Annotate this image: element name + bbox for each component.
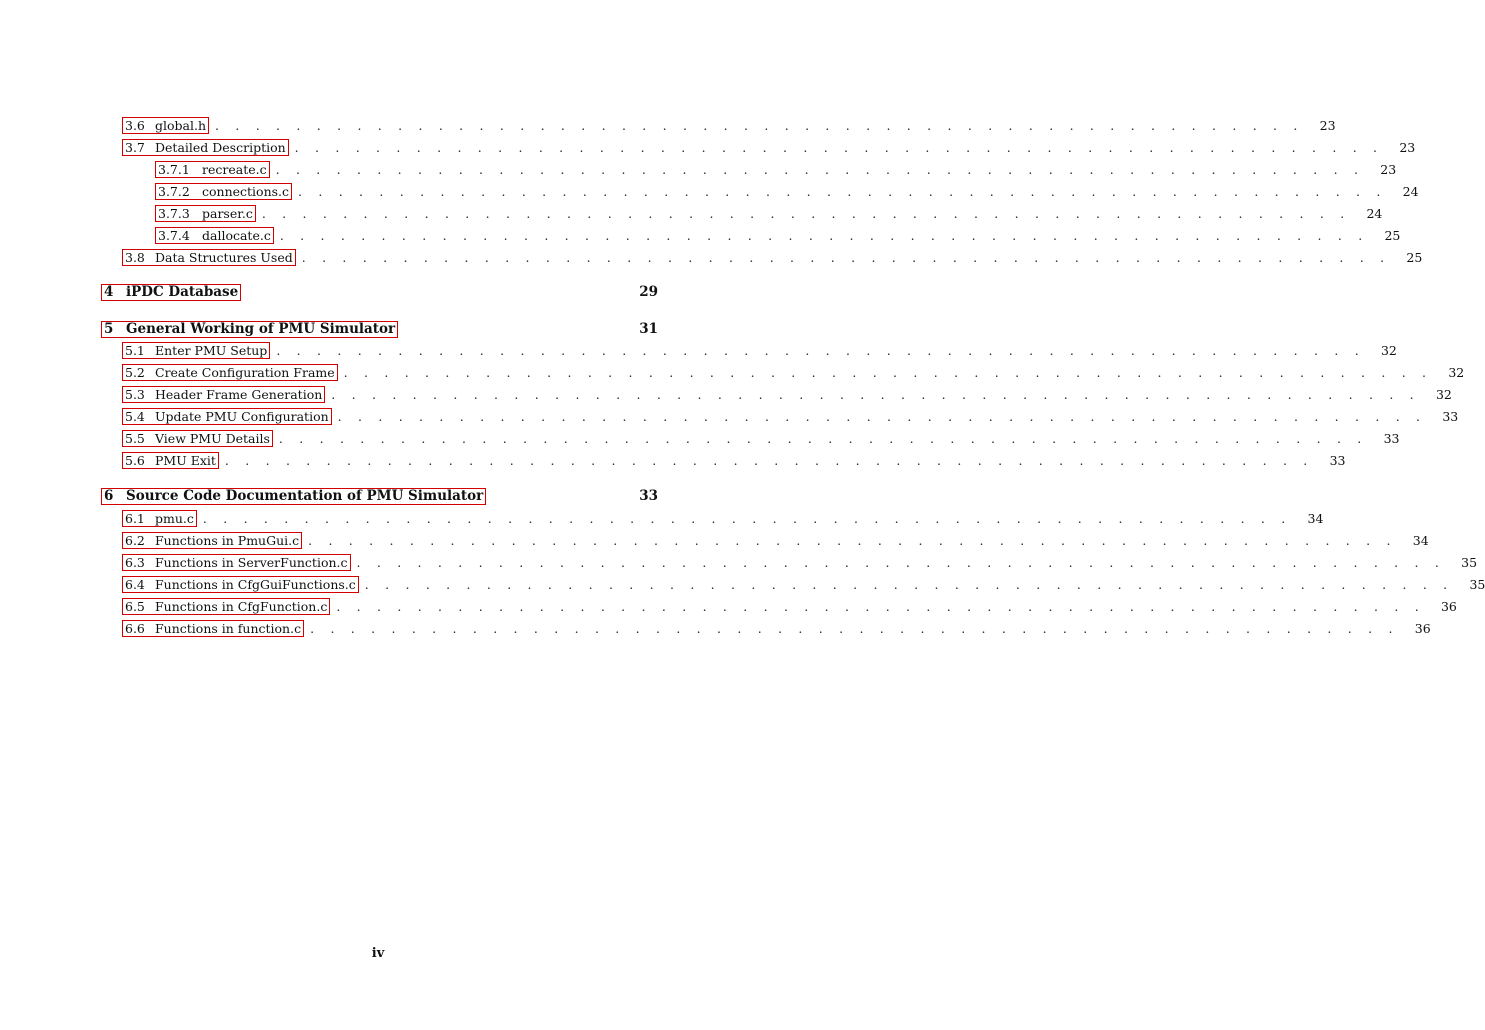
toc-entry[interactable] <box>155 180 1419 202</box>
toc-entry-title: PMU Exit <box>155 452 216 468</box>
toc-entry[interactable] <box>122 595 1457 617</box>
toc-link[interactable] <box>122 408 332 425</box>
toc-entry-number: 6.3 <box>125 554 145 570</box>
toc-entry-title: dallocate.c <box>202 227 271 243</box>
toc-entry-page: 33 <box>1442 408 1459 424</box>
toc-link[interactable] <box>122 430 273 447</box>
toc-entry[interactable] <box>122 405 1459 427</box>
toc-link[interactable] <box>122 249 296 266</box>
toc-link[interactable] <box>122 554 351 571</box>
toc-entry[interactable] <box>155 202 1383 224</box>
toc-chapter[interactable] <box>101 485 658 507</box>
toc-entry-title: General Working of PMU Simulator <box>126 320 396 337</box>
toc-link[interactable] <box>122 342 270 359</box>
toc-entry[interactable] <box>122 427 1400 449</box>
toc-entry-page: 32 <box>1448 364 1465 380</box>
toc-entry[interactable] <box>122 573 1485 595</box>
toc-link[interactable] <box>122 117 209 134</box>
toc-entry-number: 6.2 <box>125 532 145 548</box>
dot-leader: . . . . . . . . . . . . . . . . . . . . . . . . . . . . . . . . . . . . . . . . . . . . . . . . . . . . . . <box>336 598 1425 614</box>
toc-entry-page: 25 <box>1384 227 1401 243</box>
toc-entry-number: 6.5 <box>125 598 145 614</box>
toc-entry-page: 23 <box>1319 117 1336 133</box>
toc-entry[interactable] <box>122 361 1465 383</box>
toc-link[interactable] <box>101 488 486 505</box>
toc-entry-page: 29 <box>639 284 658 300</box>
toc-entry-title: Header Frame Generation <box>155 386 323 402</box>
dot-leader: . . . . . . . . . . . . . . . . . . . . . . . . . . . . . . . . . . . . . . . . . . . . . . . . . . . . . . <box>279 227 1369 243</box>
toc-link[interactable] <box>122 386 325 403</box>
dot-leader: . . . . . . . . . . . . . . . . . . . . . . . . . . . . . . . . . . . . . . . . . . . . . . . . . . . . . . <box>276 342 1365 358</box>
toc-entry-page: 31 <box>639 321 658 337</box>
toc-link[interactable] <box>155 205 256 222</box>
toc-link[interactable] <box>122 532 302 549</box>
toc-entry[interactable] <box>122 383 1452 405</box>
toc-entry-page: 33 <box>1383 430 1400 446</box>
toc-entry-title: Update PMU Configuration <box>155 408 329 424</box>
toc-link[interactable] <box>122 598 330 615</box>
toc-entry[interactable] <box>155 158 1397 180</box>
toc-entry-title: iPDC Database <box>126 283 239 300</box>
toc-entry-page: 32 <box>1380 342 1397 358</box>
toc-entry-page: 36 <box>1414 620 1431 636</box>
toc-entry-title: Functions in CfgGuiFunctions.c <box>155 576 356 592</box>
dot-leader: . . . . . . . . . . . . . . . . . . . . . . . . . . . . . . . . . . . . . . . . . . . . . . . . . . . . . . <box>310 620 1399 636</box>
toc-link[interactable] <box>122 139 289 156</box>
dot-leader: . . . . . . . . . . . . . . . . . . . . . . . . . . . . . . . . . . . . . . . . . . . . . . . . . . . . . . <box>294 139 1384 155</box>
toc-link[interactable] <box>122 452 219 469</box>
dot-leader: . . . . . . . . . . . . . . . . . . . . . . . . . . . . . . . . . . . . . . . . . . . . . . . . . . . . . . <box>331 386 1420 402</box>
toc-entry-page: 24 <box>1366 205 1383 221</box>
page-number-footer: iv <box>371 946 385 961</box>
toc-link[interactable] <box>101 321 398 338</box>
toc-entry-number: 4 <box>104 283 114 300</box>
toc-entry-number: 3.8 <box>125 249 145 265</box>
toc-entry-page: 36 <box>1440 598 1457 614</box>
toc-entry[interactable] <box>122 507 1324 529</box>
toc-entry-title: parser.c <box>202 205 253 221</box>
toc-entry-number: 6 <box>104 487 114 504</box>
toc-chapter[interactable] <box>101 318 658 340</box>
toc-entry-title: Functions in ServerFunction.c <box>155 554 348 570</box>
toc-entry-number: 3.7.2 <box>158 183 190 199</box>
toc-entry[interactable] <box>122 339 1397 361</box>
toc-entry-title: Create Configuration Frame <box>155 364 335 380</box>
toc-entry-page: 34 <box>1412 532 1429 548</box>
toc-entry-title: Functions in CfgFunction.c <box>155 598 328 614</box>
toc-entry-number: 5.4 <box>125 408 145 424</box>
toc-entry[interactable] <box>122 617 1431 639</box>
toc-entry-number: 3.7.1 <box>158 161 190 177</box>
toc-entry-number: 3.6 <box>125 117 145 133</box>
toc-entry-number: 5 <box>104 320 114 337</box>
toc-entry-page: 24 <box>1402 183 1419 199</box>
toc-entry-page: 35 <box>1469 576 1485 592</box>
toc-link[interactable] <box>101 284 241 301</box>
dot-leader: . . . . . . . . . . . . . . . . . . . . . . . . . . . . . . . . . . . . . . . . . . . . . . . . . . . . . . <box>202 510 1292 526</box>
toc-entry-title: View PMU Details <box>155 430 270 446</box>
toc-entry[interactable] <box>122 246 1423 268</box>
toc-entry[interactable] <box>122 136 1416 158</box>
toc-entry-number: 5.2 <box>125 364 145 380</box>
dot-leader: . . . . . . . . . . . . . . . . . . . . . . . . . . . . . . . . . . . . . . . . . . . . . . . . . . . . . . <box>364 576 1454 592</box>
toc-entry-page: 35 <box>1461 554 1478 570</box>
dot-leader: . . . . . . . . . . . . . . . . . . . . . . . . . . . . . . . . . . . . . . . . . . . . . . . . . . . . . . <box>343 364 1433 380</box>
toc-entry-title: recreate.c <box>202 161 267 177</box>
toc-link[interactable] <box>155 227 274 244</box>
toc-chapter[interactable] <box>101 281 658 303</box>
toc-entry-page: 33 <box>1329 452 1346 468</box>
dot-leader: . . . . . . . . . . . . . . . . . . . . . . . . . . . . . . . . . . . . . . . . . . . . . . . . . . . . . . <box>298 183 1387 199</box>
toc-entry-number: 5.5 <box>125 430 145 446</box>
toc-entry-number: 3.7.4 <box>158 227 190 243</box>
toc-entry-page: 25 <box>1406 249 1423 265</box>
toc-entry-title: Enter PMU Setup <box>155 342 268 358</box>
toc-entry-number: 6.1 <box>125 510 145 526</box>
toc-entry-title: Functions in PmuGui.c <box>155 532 300 548</box>
dot-leader: . . . . . . . . . . . . . . . . . . . . . . . . . . . . . . . . . . . . . . . . . . . . . . . . . . . . . . <box>308 532 1397 548</box>
toc-entry-page: 32 <box>1435 386 1452 402</box>
toc-link[interactable] <box>122 510 197 527</box>
toc-entry-number: 5.3 <box>125 386 145 402</box>
toc-link[interactable] <box>122 364 338 381</box>
toc-link[interactable] <box>155 183 292 200</box>
toc-entry-number: 3.7.3 <box>158 205 190 221</box>
toc-entry-title: Data Structures Used <box>155 249 293 265</box>
toc-entry-title: pmu.c <box>155 510 194 526</box>
toc-entry[interactable] <box>122 114 1336 136</box>
toc-link[interactable] <box>122 576 359 593</box>
dot-leader: . . . . . . . . . . . . . . . . . . . . . . . . . . . . . . . . . . . . . . . . . . . . . . . . . . . . . . <box>278 430 1368 446</box>
dot-leader: . . . . . . . . . . . . . . . . . . . . . . . . . . . . . . . . . . . . . . . . . . . . . . . . . . . . . . <box>275 161 1365 177</box>
toc-entry[interactable] <box>122 449 1346 471</box>
dot-leader: . . . . . . . . . . . . . . . . . . . . . . . . . . . . . . . . . . . . . . . . . . . . . . . . . . . . . . <box>337 408 1427 424</box>
dot-leader: . . . . . . . . . . . . . . . . . . . . . . . . . . . . . . . . . . . . . . . . . . . . . . . . . . . . . . <box>301 249 1391 265</box>
toc-entry[interactable] <box>122 529 1429 551</box>
toc-entry-number: 6.6 <box>125 620 145 636</box>
toc-link[interactable] <box>122 620 304 637</box>
toc-entry-number: 5.1 <box>125 342 145 358</box>
toc-entry-number: 5.6 <box>125 452 145 468</box>
toc-entry-page: 33 <box>639 488 658 504</box>
dot-leader: . . . . . . . . . . . . . . . . . . . . . . . . . . . . . . . . . . . . . . . . . . . . . . . . . . . . . . <box>356 554 1446 570</box>
toc-entry-title: connections.c <box>202 183 290 199</box>
toc-entry-page: 23 <box>1399 139 1416 155</box>
toc-entry[interactable] <box>122 551 1478 573</box>
toc-entry-number: 6.4 <box>125 576 145 592</box>
dot-leader: . . . . . . . . . . . . . . . . . . . . . . . . . . . . . . . . . . . . . . . . . . . . . . . . . . . . . . <box>261 205 1351 221</box>
toc-entry[interactable] <box>155 224 1401 246</box>
toc-entry-title: global.h <box>155 117 207 133</box>
toc-entry-title: Source Code Documentation of PMU Simulator <box>126 487 484 504</box>
toc-link[interactable] <box>155 161 270 178</box>
dot-leader: . . . . . . . . . . . . . . . . . . . . . . . . . . . . . . . . . . . . . . . . . . . . . . . . . . . . . . <box>215 117 1304 133</box>
toc-entry-number: 3.7 <box>125 139 145 155</box>
toc-entry-page: 23 <box>1380 161 1397 177</box>
dot-leader: . . . . . . . . . . . . . . . . . . . . . . . . . . . . . . . . . . . . . . . . . . . . . . . . . . . . . . <box>224 452 1314 468</box>
toc-entry-title: Detailed Description <box>155 139 286 155</box>
toc-entry-title: Functions in function.c <box>155 620 302 636</box>
toc-entry-page: 34 <box>1307 510 1324 526</box>
